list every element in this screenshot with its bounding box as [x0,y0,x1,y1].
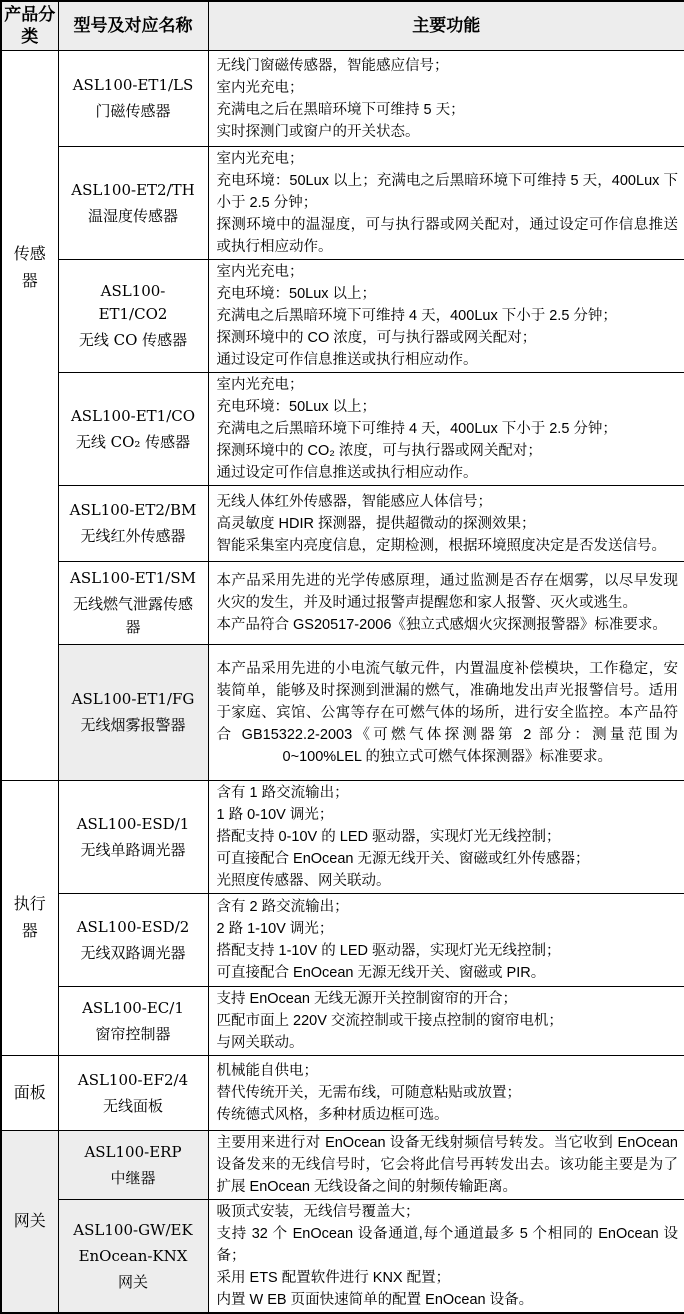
table-row [1,486,684,562]
function-line: 探测环境中的温湿度，可与执行器或网关配对，通过设定可作信息推送或执行相应动作。 [216,217,678,255]
function-line: 室内光充电； [216,264,304,280]
function-line: 无线人体红外传感器，智能感应人体信号； [216,493,492,510]
header-category: 产品分类 [1,1,58,51]
table-row [1,781,684,894]
function-cell [208,51,684,147]
model-cell [58,781,208,894]
model-name: 中继器 [110,1168,156,1187]
model-code: ASL100-EF2/4 [77,1070,189,1089]
function-line: 通过设定可作信息推送或执行相应动作。 [216,352,478,368]
function-line: 搭配支持 1-10V 的 LED 驱动器，实现灯光无线控制； [216,943,561,959]
function-line: 探测环境中的 CO₂ 浓度，可与执行器或网关配对； [216,443,542,459]
header-functions: 主要功能 [208,1,684,51]
function-line: 内置 W EB 页面快速简单的配置 EnOcean 设备。 [216,1292,534,1308]
function-line: 充电环境：50Lux 以上； [216,286,377,302]
model-code: ASL100-ERP [84,1142,182,1161]
function-cell [208,894,684,987]
model-code: ASL100-ET1/SM [70,569,196,587]
function-line: 无线门窗磁传感器，智能感应信号； [216,57,449,74]
model-cell [58,1056,208,1131]
function-line: 可直接配合 EnOcean 无源无线开关、窗磁或 PIR。 [216,965,546,981]
function-line: 机械能自供电； [216,1063,318,1079]
table-row [1,645,684,781]
model-name: 窗帘控制器 [95,1024,171,1043]
function-line: 通过设定可作信息推送或执行相应动作。 [216,465,478,481]
model-cell [58,1200,208,1314]
model-code: ASL100-EC/1 [82,998,184,1017]
model-cell [58,1131,208,1200]
model-name: 无线单路调光器 [80,840,186,859]
function-line: 吸顶式安装，无线信号覆盖大； [216,1204,420,1220]
model-code: ASL100-ET2/BM [69,501,197,519]
function-line: 充电环境：50Lux 以上；充满电之后黑暗环境下可维持 5 天，400Lux 下小于 2.5 分钟； [216,173,678,211]
function-line: 本产品采用先进的小电流气敏元件，内置温度补偿模块，工作稳定，安装简单，能够及时探测到泄漏的燃气，准确地发出声光报警信号。适用于家庭、宾馆、公寓等存在可燃气体的场所，进行安全监控。本产品符合 GB15322.2-2003《可燃气体探测器第 2 部分：测量范围为 0~100%LEL 的独立式可燃气体探测器》标准要求。 [216,660,678,765]
function-line: 支持 EnOcean 无线无源开关控制窗帘的开合； [216,991,518,1007]
function-line: 可直接配合 EnOcean 无源无线开关、窗磁或红外传感器； [216,851,590,867]
function-cell [208,1200,684,1314]
function-cell [208,562,684,645]
function-cell [208,781,684,894]
function-cell [208,645,684,781]
table-row [1,987,684,1056]
model-name: 网关 [117,1272,148,1291]
function-line: 充满电之后黑暗环境下可维持 4 天，400Lux 下小于 2.5 分钟； [216,308,617,324]
model-name: 温湿度传感器 [87,206,178,225]
model-code: ASL100-ESD/2 [76,917,190,936]
table-row [1,1200,684,1314]
function-cell [208,987,684,1056]
function-line: 传统德式风格，多种材质边框可选。 [216,1107,449,1123]
header-model: 型号及对应名称 [58,1,208,51]
model-code: ASL100-ET1/CO [70,406,196,425]
table-row [1,147,684,260]
model-name: 无线 CO 传感器 [78,331,188,349]
model-name: EnOcean-KNX [78,1246,188,1265]
model-name: 无线烟雾报警器 [80,716,186,734]
model-code: ASL100-ET2/TH [71,180,195,199]
function-line: 本产品采用先进的光学传感原理，通过监测是否存在烟雾，以尽早发现火灾的发生，并及时通过报警声提醒您和家人报警、灭火或逃生。 [216,573,678,611]
function-cell [208,373,684,486]
table-row [1,1131,684,1200]
model-code: ASL100-GW/EK [73,1220,193,1239]
model-name: 无线红外传感器 [80,527,186,545]
table-row [1,51,684,147]
table-row [1,373,684,486]
function-cell [208,486,684,562]
function-line: 支持 32 个 EnOcean 设备通道,每个通道最多 5 个相同的 EnOcean 设备； [216,1226,678,1264]
function-cell [208,1056,684,1131]
function-line: 充电环境：50Lux 以上； [216,399,377,415]
table-row [1,894,684,987]
function-line: 充满电之后黑暗环境下可维持 4 天，400Lux 下小于 2.5 分钟； [216,421,617,437]
function-line: 匹配市面上 220V 交流控制或干接点控制的窗帘电机； [216,1013,563,1029]
category-cell-actuators: 执行器 [1,781,58,1056]
function-line: 充满电之后在黑暗环境下可维持 5 天； [216,101,465,118]
function-line: 主要用来进行对 EnOcean 设备无线射频信号转发。当它收到 EnOcean 设备发来的无线信号时，它会将此信号再转发出去。该功能主要是为了扩展 EnOcean 无线设备之间的射频传输距离。 [216,1135,678,1195]
model-name: 无线燃气泄露传感器 [72,595,193,636]
function-line: 光照度传感器、网关联动。 [216,873,391,889]
function-line: 2 路 1-10V 调光； [216,921,334,937]
function-line: 本产品符合 GS20517-2006《独立式感烟火灾探测报警器》标准要求。 [216,617,667,633]
category-cell-panel: 面板 [1,1056,58,1131]
model-name: 无线面板 [102,1096,163,1115]
model-name: 门磁传感器 [95,102,171,120]
table-row [1,1056,684,1131]
model-cell [58,51,208,147]
model-code: ASL100-ET1/LS [72,76,194,94]
function-line: 实时探测门或窗户的开关状态。 [216,123,420,140]
function-line: 采用 ETS 配置软件进行 KNX 配置； [216,1270,451,1286]
model-cell [58,147,208,260]
header-row [1,1,684,51]
model-cell [58,486,208,562]
table-row [1,260,684,373]
model-name: 无线双路调光器 [80,943,186,962]
model-cell [58,260,208,373]
function-line: 含有 1 路交流输出； [216,785,349,801]
function-line: 室内光充电； [216,377,304,393]
function-line: 高灵敏度 HDIR 探测器，提供超微动的探测效果； [216,515,536,532]
model-cell [58,645,208,781]
function-cell [208,1131,684,1200]
model-code: ASL100-ET1/FG [71,690,195,708]
model-cell [58,373,208,486]
category-cell-gateway: 网关 [1,1131,58,1314]
function-cell [208,260,684,373]
model-name: 无线 CO₂ 传感器 [75,432,191,451]
function-line: 室内光充电； [216,79,304,96]
model-code: ASL100-ESD/1 [76,814,190,833]
function-line: 搭配支持 0-10V 的 LED 驱动器，实现灯光无线控制； [216,829,561,845]
table-row [1,562,684,645]
model-cell [58,894,208,987]
function-line: 含有 2 路交流输出； [216,899,349,915]
function-line: 探测环境中的 CO 浓度，可与执行器或网关配对； [216,330,537,346]
model-cell [58,562,208,645]
function-line: 1 路 0-10V 调光； [216,807,334,823]
function-line: 室内光充电； [216,151,304,167]
function-line: 智能采集室内亮度信息，定期检测，根据环境照度决定是否发送信号。 [216,537,666,554]
category-cell-sensors: 传感器 [1,51,58,781]
model-cell [58,987,208,1056]
function-cell [208,147,684,260]
model-code: ASL100-ET1/CO2 [98,282,168,323]
function-line: 替代传统开关，无需布线，可随意粘贴或放置； [216,1085,521,1101]
function-line: 与网关联动。 [216,1035,304,1051]
